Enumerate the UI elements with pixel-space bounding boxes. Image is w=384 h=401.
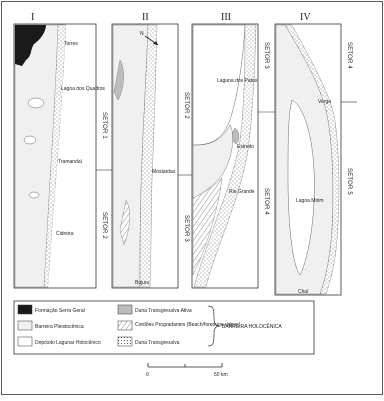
panel-1-lagoon [29,192,39,198]
legend-swatch-pleistocene [18,321,32,330]
scale-start: 0 [146,372,149,378]
place-estreito: Estreito [237,144,254,150]
place-bujuru: Bujuru [135,280,150,286]
panel-1-sector-2: SETOR 2 [101,212,107,239]
scale-bar [146,363,228,378]
north-label: N [140,31,144,37]
place-cidreira: Cidreira [56,231,74,237]
legend-label-transgressive-dune: Duna Transgressiva [135,340,180,346]
legend [14,301,314,354]
legend-label-serra-geral: Formação Serra Geral [35,308,85,314]
place-laguna-dos-patos-1: Laguna dos Patos [217,78,258,84]
panel-4-sector-4: SETOR 4 [346,42,352,69]
panel-4 [275,12,357,295]
legend-swatch-active-dune [118,305,132,314]
place-verga: Verga [318,99,332,105]
legend-swatch-serra-geral [18,305,32,314]
place-lagoa-dos-quadros-1: Lagoa dos Quadros [61,86,105,92]
place-torres: Torres [64,41,78,47]
legend-swatch-ridges [118,321,132,330]
panel-2-roman: II [142,12,149,23]
legend-swatch-transgressive-dune [118,337,132,346]
panel-1-lagoon [24,136,36,144]
panel-1 [14,12,112,288]
panel-4-roman: IV [300,12,311,23]
place-mostardas: Mostardas [152,169,176,175]
place-chui: Chuí [298,289,309,295]
panel-3 [192,12,275,288]
panel-4-sector-5: SETOR 5 [346,168,352,195]
panel-3-sector-4: SETOR 4 [263,188,269,215]
panel-1-sector-1: SETOR 1 [101,112,107,139]
scale-end: 50 km [214,372,228,378]
panel-3-sector-3: SETOR 3 [263,42,269,69]
legend-label-lagoonal: Depósito Lagunar Holocênico [35,340,101,346]
panel-1-roman: I [31,12,35,23]
panel-1-lagoon [28,98,44,108]
place-lagoa-mirim: Lagoa Mirim [296,198,324,204]
legend-group-label: BARREIRA HOLOCÊNICA [222,324,282,330]
panel-2-sector-2: SETOR 2 [183,92,189,119]
legend-swatch-lagoonal [18,337,32,346]
panel-2-sector-3: SETOR 3 [183,215,189,242]
legend-label-ridges: Cordões Progradantes (Beach/foredune ridges) [135,322,241,328]
panel-2 [112,12,192,288]
panel-3-roman: III [221,12,231,23]
legend-label-pleistocene: Barreira Pleistocênica [35,324,84,330]
place-rio-grande: Rio Grande [229,189,255,195]
legend-label-active-dune: Duna Transgressiva Ativa [135,308,192,314]
place-tramandai: Tramandaí [58,159,82,165]
